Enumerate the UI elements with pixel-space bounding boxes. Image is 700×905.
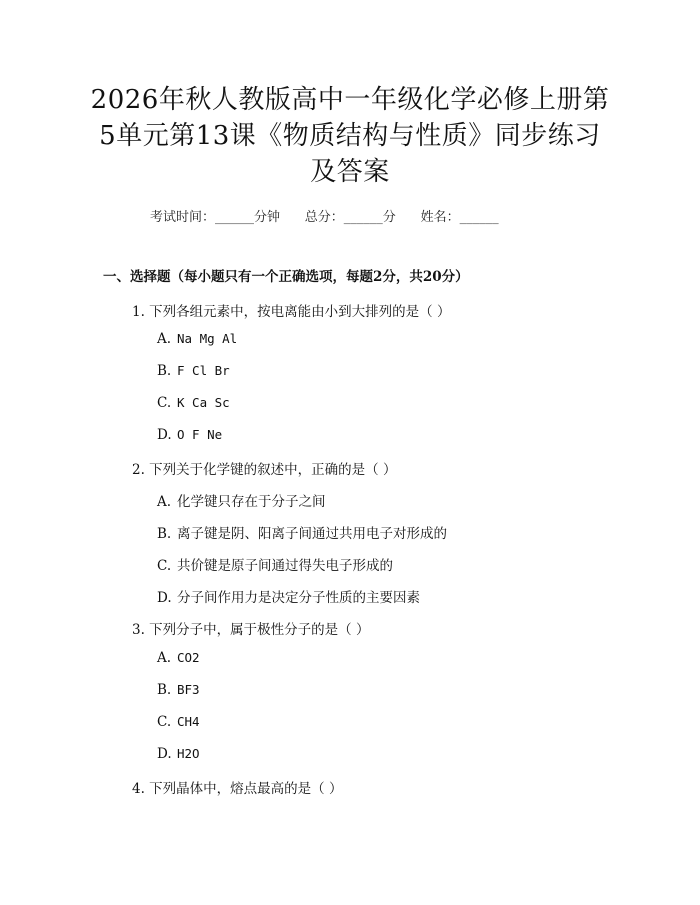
option-item: B. F Cl Br	[157, 363, 230, 379]
exam-meta-line: 考试时间：______分钟 总分：______分 姓名：______	[150, 210, 499, 225]
option-item: A. 化学键只存在于分子之间	[157, 494, 326, 510]
option-item: A. Na Mg Al	[157, 331, 238, 347]
question-stem: 4. 下列晶体中，熔点最高的是（ ）	[132, 781, 343, 797]
option-item: B. 离子键是阴、阳离子间通过共用电子对形成的	[157, 526, 447, 542]
section-heading: 一、选择题（每小题只有一个正确选项，每题2分，共20分）	[103, 269, 469, 285]
option-item: B. BF3	[157, 682, 200, 698]
option-item: D. 分子间作用力是决定分子性质的主要因素	[157, 590, 420, 606]
option-item: C. K Ca Sc	[157, 395, 230, 411]
question-stem: 3. 下列分子中，属于极性分子的是（ ）	[132, 622, 370, 638]
option-item: A. CO2	[157, 650, 200, 666]
question-stem: 1. 下列各组元素中，按电离能由小到大排列的是（ ）	[132, 304, 451, 320]
title-line-2: 5单元第13课《物质结构与性质》同步练习	[99, 121, 601, 151]
option-item: D. H2O	[157, 746, 200, 762]
option-item: C. 共价键是原子间通过得失电子形成的	[157, 558, 393, 574]
question-stem: 2. 下列关于化学键的叙述中，正确的是（ ）	[132, 462, 397, 478]
title-line-3: 及答案	[310, 157, 390, 187]
option-item: C. CH4	[157, 714, 200, 730]
document-title	[60, 82, 640, 190]
title-line-1: 2026年秋人教版高中一年级化学必修上册第	[90, 85, 610, 115]
option-item: D. O F Ne	[157, 427, 223, 443]
